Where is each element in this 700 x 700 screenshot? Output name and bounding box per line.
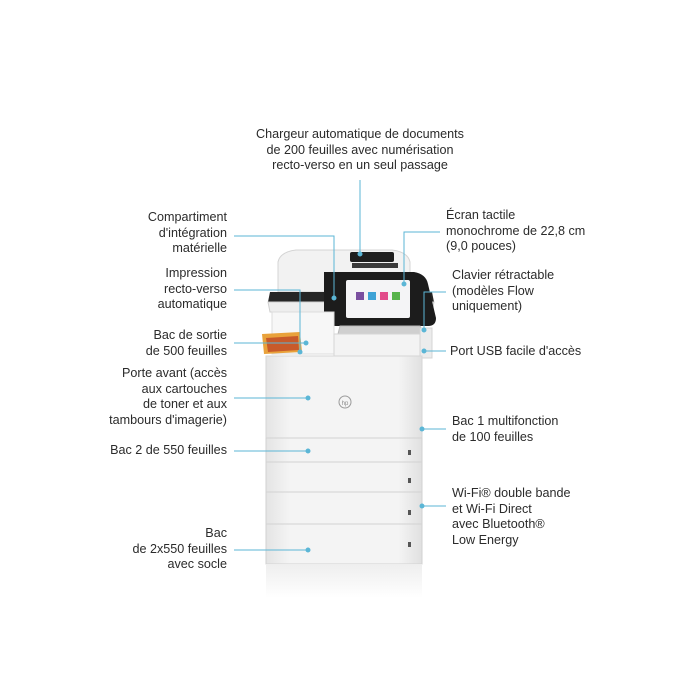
leader-dot-stand-trays [306,548,310,552]
callout-tray2: Bac 2 de 550 feuilles [110,443,227,457]
leader-dot-tray1 [420,427,424,431]
tray-5 [266,524,422,564]
tray-4 [266,492,422,524]
callout-hardware-pocket: Compartiment d'intégration matérielle [147,210,227,255]
leader-dot-tray2 [306,449,310,453]
callout-wireless: Wi-Fi® double bande et Wi-Fi Direct avec Bluetooth® Low Energy [452,486,571,547]
callout-adf: Chargeur automatique de documents de 200 feuilles avec numérisation recto-verso en un seul passage [256,127,464,172]
tray-3 [266,462,422,492]
control-panel [324,272,436,326]
hp-logo-text: hp [341,401,349,407]
leader-dot-keyboard [422,328,426,332]
callout-stand-trays: Bac de 2x550 feuilles avec socle [132,526,227,571]
leader-dot-adf [358,252,362,256]
callout-front-door: Porte avant (accès aux cartouches de toner et aux tambours d'imagerie) [109,366,227,427]
leader-dot-touchscreen [402,282,406,286]
callout-touchscreen: Écran tactile monochrome de 22,8 cm (9,0 pouces) [446,208,586,253]
leader-dot-wireless [420,504,424,508]
callout-keyboard: Clavier rétractable (modèles Flow uniquement) [452,268,555,313]
leader-dot-hardware-pocket [332,296,336,300]
callout-output-bin: Bac de sortie de 500 feuilles [145,328,227,358]
leader-dot-output-bin [304,341,308,345]
callout-tray1: Bac 1 multifonction de 100 feuilles [452,414,559,444]
callout-duplex: Impression recto-verso automatique [157,266,227,311]
tray-2 [266,438,422,462]
front-door [266,356,422,438]
touchscreen [346,280,410,318]
printer-illustration [262,250,436,598]
callout-usb: Port USB facile d'accès [450,344,582,358]
adf-input-tray [350,252,394,262]
leader-dot-usb [422,349,426,353]
leader-dot-front-door [306,396,310,400]
keyboard [338,326,424,334]
leader-dot-duplex [298,350,302,354]
stand-base [266,564,422,598]
